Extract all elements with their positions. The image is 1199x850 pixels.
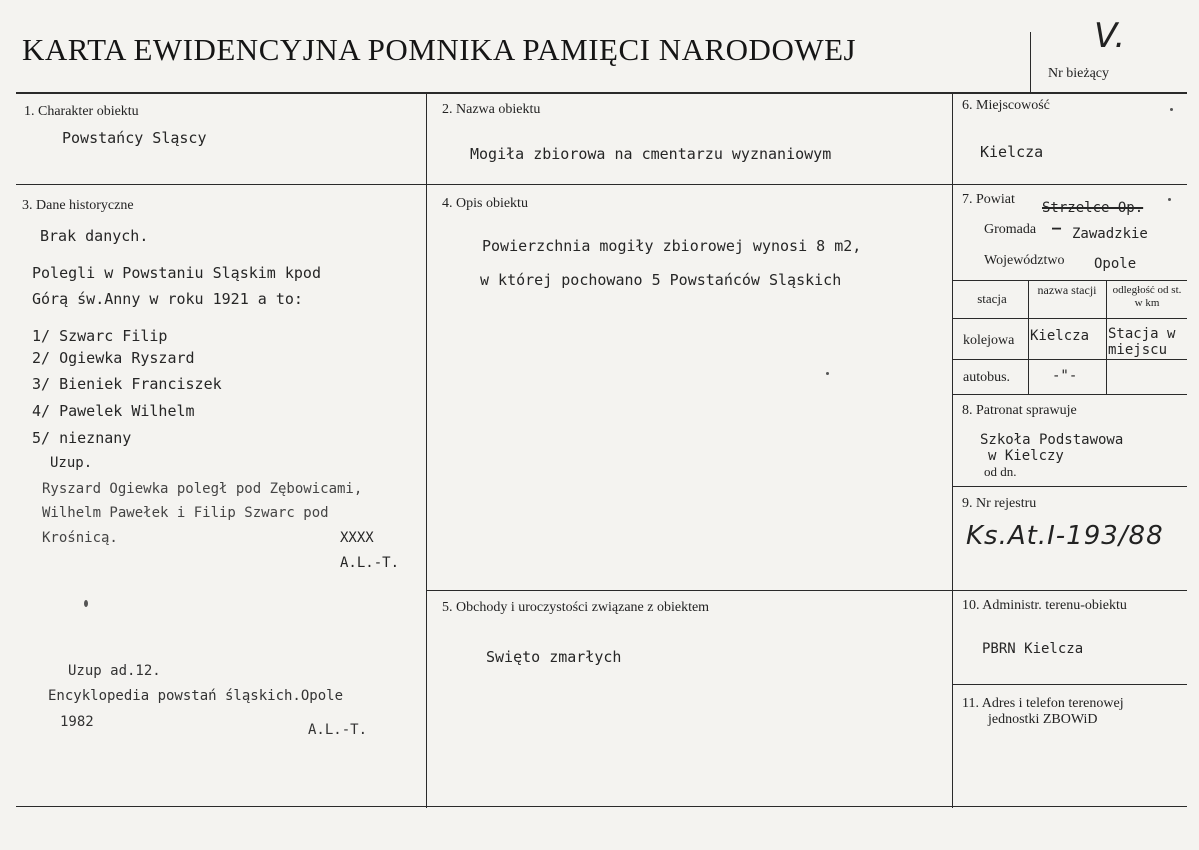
row-kolejowa-label: kolejowa <box>963 333 1015 348</box>
row-kolejowa-nazwa: Kielcza <box>1030 328 1090 344</box>
gromada-label: Gromada <box>984 222 1037 237</box>
field-4-line: Powierzchnia mogiły zbiorowej wynosi 8 m2, <box>482 237 862 255</box>
table-head-stacja: stacja <box>977 291 1007 306</box>
field-3-label: 3. Dane historyczne <box>22 198 134 213</box>
row-kolejowa-odleglosc-text: Stacja w miejscu <box>1108 326 1176 358</box>
fallen-list-item: 2/ Ogiewka Ryszard <box>32 349 195 367</box>
rule-r6-7 <box>953 184 1187 185</box>
field-5-value: Swięto zmarłych <box>486 648 622 666</box>
source-line: 1982 <box>60 714 94 730</box>
field-1-value: Powstańcy Sląscy <box>62 129 207 147</box>
fallen-list-item: 5/ nieznany <box>32 429 132 447</box>
paper-speck <box>1170 108 1173 111</box>
nr-biezacy-value: V. <box>1094 16 1127 56</box>
rule-table-bottom <box>953 394 1187 395</box>
rule-r8-9 <box>953 486 1187 487</box>
rule-table-row1 <box>953 359 1187 360</box>
rule-r9-10 <box>953 590 1187 591</box>
register-number: Ks.At.I-193/88 <box>966 521 1164 551</box>
gromada-value: Zawadzkie <box>1072 226 1148 242</box>
rule-table-col1 <box>1028 280 1029 394</box>
nr-biezacy-label: Nr bieżący <box>1048 66 1110 81</box>
field-8-line: Szkoła Podstawowa <box>980 432 1124 448</box>
initials: A.L.-T. <box>308 722 368 738</box>
field-11-label-cont: jednostki ZBOWiD <box>988 712 1098 727</box>
initials: A.L.-T. <box>340 555 400 571</box>
table-head-nazwa-text: nazwa stacji <box>1037 283 1097 297</box>
struck-mark: XXXX <box>340 530 374 546</box>
field-2-value: Mogiła zbiorowa na cmentarzu wyznaniowym <box>470 145 832 163</box>
rule-col-1 <box>426 92 427 808</box>
table-head-odleglosc <box>1108 284 1186 310</box>
rule-col-2 <box>952 92 953 808</box>
paper-speck <box>826 372 829 375</box>
field-7-label: 7. Powiat <box>962 192 1015 207</box>
field-10-label: 10. Administr. terenu-obiektu <box>962 598 1127 613</box>
field-11-label: 11. Adres i telefon terenowej <box>962 696 1124 711</box>
wojewodztwo-value: Opole <box>1094 256 1137 272</box>
row-kolejowa-odleglosc <box>1108 326 1188 358</box>
field-8-label: 8. Patronat sprawuje <box>962 403 1077 418</box>
supplement-line: Wilhelm Pawełek i Filip Szwarc pod <box>42 505 329 521</box>
field-8-line: w Kielczy <box>988 448 1064 464</box>
paper-speck <box>84 600 88 607</box>
rule-table-col2 <box>1106 280 1107 394</box>
gromada-dash: — <box>1052 219 1062 237</box>
rule-table-top <box>953 280 1187 281</box>
field-6-label: 6. Miejscowość <box>962 98 1050 113</box>
rule-row-4-5 <box>427 590 953 591</box>
fallen-list-item: 4/ Pawelek Wilhelm <box>32 402 195 420</box>
row-autobus-label: autobus. <box>963 370 1011 385</box>
field-5-label: 5. Obchody i uroczystości związane z obiektem <box>442 600 710 615</box>
fallen-list-item: 3/ Bieniek Franciszek <box>32 375 222 393</box>
rule-top <box>16 92 1187 94</box>
field-4-line: w której pochowano 5 Powstańców Sląskich <box>480 271 842 289</box>
rule-header-divider <box>1030 32 1031 94</box>
wojewodztwo-label: Województwo <box>984 253 1065 268</box>
historical-line: Polegli w Powstaniu Sląskim kpod <box>32 264 321 282</box>
source-line: Encyklopedia powstań śląskich.Opole <box>48 688 344 704</box>
historical-line: Górą św.Anny w roku 1921 a to: <box>32 290 303 308</box>
historical-line: Brak danych. <box>40 227 149 245</box>
od-dn-label: od dn. <box>984 464 1017 479</box>
field-2-label: 2. Nazwa obiektu <box>442 102 541 117</box>
rule-r10-11 <box>953 684 1187 685</box>
row-autobus-nazwa: -"- <box>1052 368 1078 384</box>
supplement-line: Ryszard Ogiewka poległ pod Zębowicami, <box>42 481 363 497</box>
supplement-label: Uzup. <box>50 455 93 471</box>
table-head-nazwa <box>1030 284 1104 297</box>
field-6-value: Kielcza <box>980 143 1044 161</box>
rule-bottom <box>16 806 1187 807</box>
powiat-value: Strzelce Op. <box>1042 200 1144 216</box>
fallen-list-item: 1/ Szwarc Filip <box>32 327 168 345</box>
rule-table-head <box>953 318 1187 319</box>
field-9-label: 9. Nr rejestru <box>962 496 1037 511</box>
card-title: KARTA EWIDENCYJNA POMNIKA PAMIĘCI NARODOWEJ <box>22 32 857 67</box>
paper-speck <box>1168 198 1171 201</box>
field-4-label: 4. Opis obiektu <box>442 196 528 211</box>
supplement-label: Uzup ad.12. <box>68 663 161 679</box>
table-head-odleglosc-text: odległość od st. w km <box>1112 284 1182 309</box>
field-10-value: PBRN Kielcza <box>982 641 1084 657</box>
rule-row-1 <box>16 184 954 185</box>
supplement-line: Krośnicą. <box>42 530 118 546</box>
field-1-label: 1. Charakter obiektu <box>24 104 139 119</box>
